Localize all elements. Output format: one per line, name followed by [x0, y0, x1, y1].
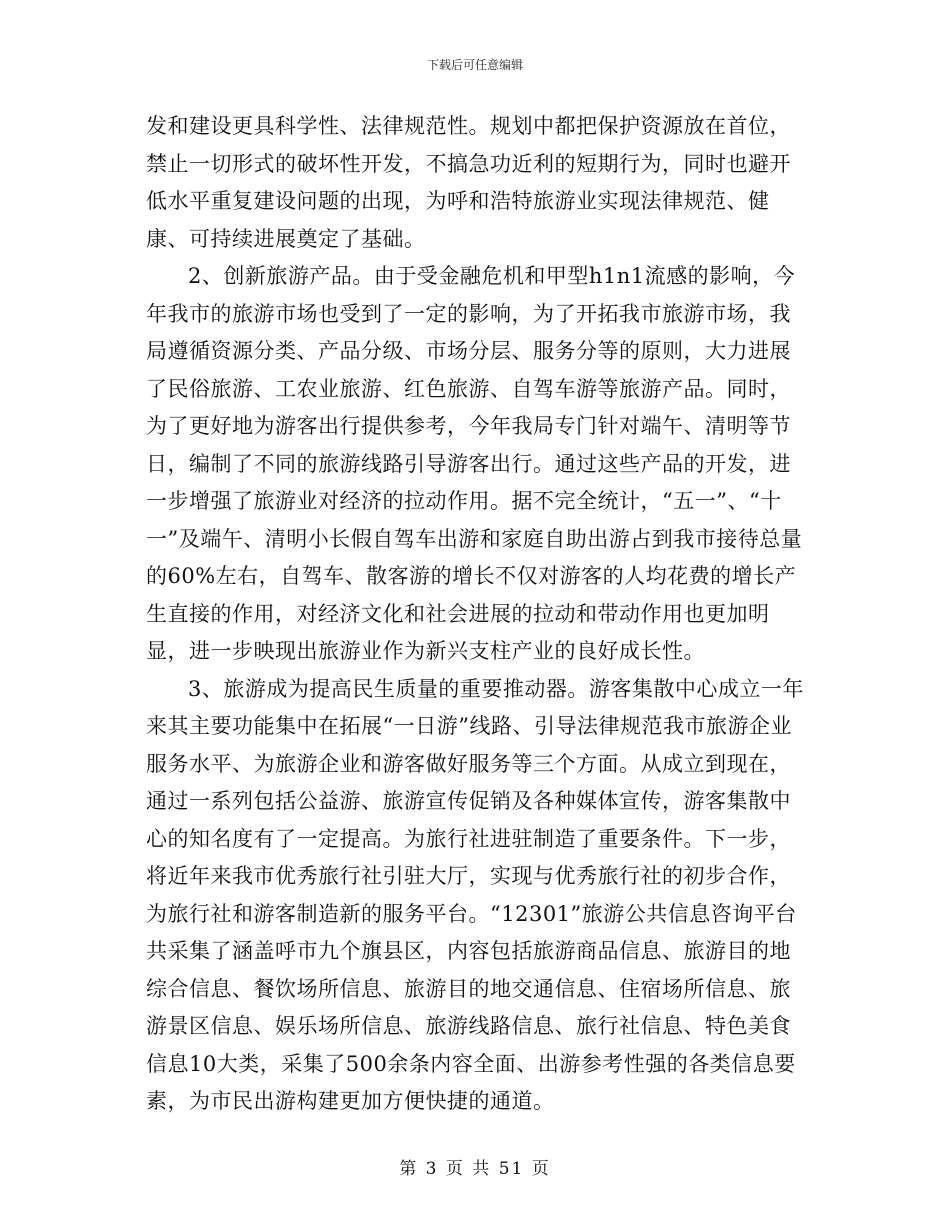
paragraph-1: 发和建设更具科学性、法律规范性。规划中都把保护资源放在首位，禁止一切形式的破坏性开发，不搞急功近利的短期行为，同时也避开低水平重复建设问题的出现，为呼和浩特旅游业实现法律规范、健康、可持续进展奠定了基础。	[146, 114, 791, 251]
paragraph-3: 3、旅游成为提高民生质量的重要推动器。游客集散中心成立一年来其主要功能集中在拓展“一日游”线路、引导法律规范我市旅游企业服务水平、为旅游企业和游客做好服务等三个方面。从成立到现在，通过一系列包括公益游、旅游宣传促销及各种媒体宣传，游客集散中心的知名度有了一定提高。为旅行社进驻制造了重要条件。下一步，将近年来我市优秀旅行社引驻大厅，实现与优秀旅行社的初步合作，为旅行社和游客制造新的服务平台。“12301”旅游公共信息咨询平台共采集了涵盖呼市九个旗县区，内容包括旅游商品信息、旅游目的地综合信息、餐饮场所信息、旅游目的地交通信息、住宿场所信息、旅游景区信息、娱乐场所信息、旅游线路信息、旅行社信息、特色美食信息10大类，采集了500余条内容全面、出游参考性强的各类信息要素，为市民出游构建更加方便快捷的通道。	[146, 676, 804, 1113]
paragraph-2: 2、创新旅游产品。由于受金融危机和甲型h1n1流感的影响，今年我市的旅游市场也受到了一定的影响，为了开拓我市旅游市场，我局遵循资源分类、产品分级、市场分层、服务分等的原则，大力进展了民俗旅游、工农业旅游、红色旅游、自驾车游等旅游产品。同时，为了更好地为游客出行提供参考，今年我局专门针对端午、清明等节日，编制了不同的旅游线路引导游客出行。通过这些产品的开发，进一步增强了旅游业对经济的拉动作用。据不完全统计，“五一”、“十一”及端午、清明小长假自驾车出游和家庭自助出游占到我市接待总量的60%左右，自驾车、散客游的增长不仅对游客的人均花费的增长产生直接的作用，对经济文化和社会进展的拉动和带动作用也更加明显，进一步映现出旅游业作为新兴支柱产业的良好成长性。	[146, 264, 803, 663]
page-footer: 第 3 页 共 51 页	[399, 1159, 551, 1179]
page-header: 下载后可任意编辑	[426, 58, 523, 72]
document-body	[146, 108, 810, 1121]
